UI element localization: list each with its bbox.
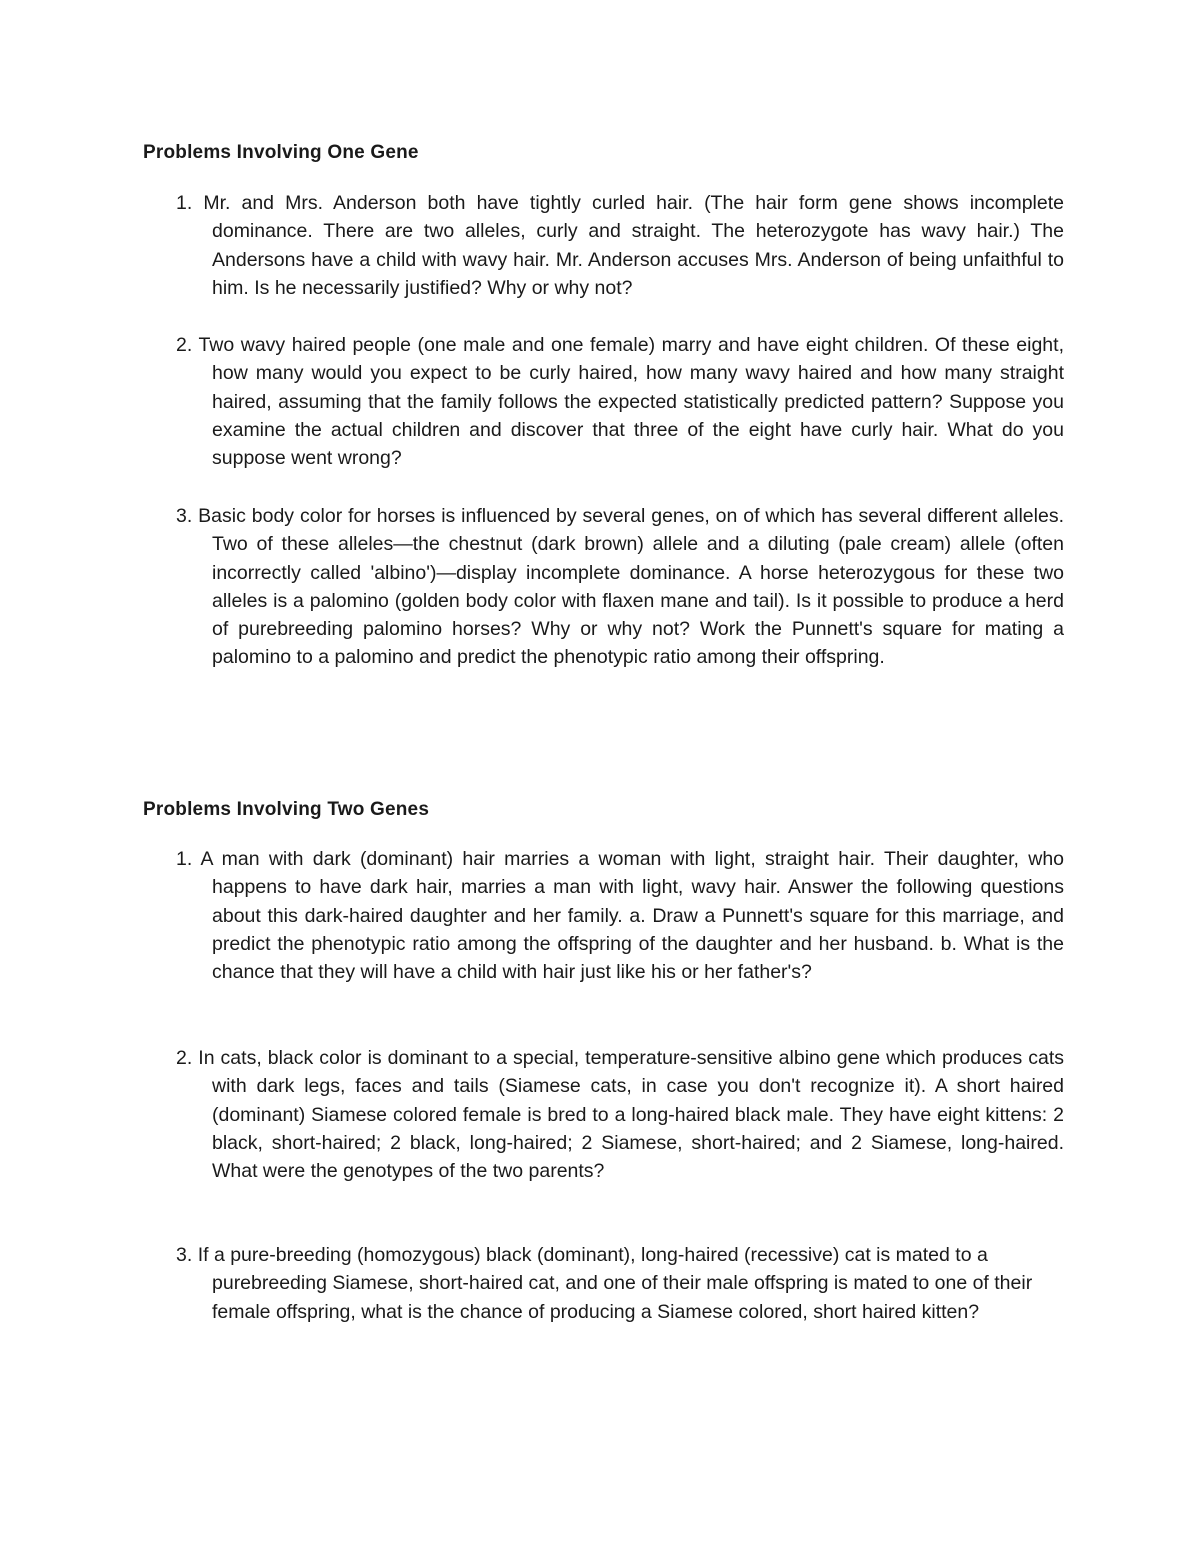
- problem-one-gene-1: [176, 189, 1064, 302]
- problem-number: 3.: [176, 505, 193, 527]
- section-title-two-genes: Problems Involving Two Genes: [143, 799, 430, 820]
- problem-number: 1.: [176, 848, 193, 870]
- problem-number: 3.: [176, 1244, 193, 1266]
- problem-two-genes-3: [176, 1241, 1064, 1326]
- problem-number: 2.: [176, 334, 193, 356]
- problem-text: Mr. and Mrs. Anderson both have tightly curled hair. (The hair form gene shows incomplete dominance. There are two alleles, curly and straight. The heterozygote has wavy hair.) The Andersons have a child with wavy hair. Mr. Anderson accuses Mrs. Anderson of being unfaithful to him. Is he necessarily justified? Why or why not?: [203, 192, 1064, 299]
- problem-number: 1.: [176, 192, 193, 214]
- problem-two-genes-2: [176, 1044, 1064, 1185]
- problem-two-genes-1: [176, 845, 1064, 986]
- section-title-one-gene: Problems Involving One Gene: [143, 142, 419, 163]
- problem-text: If a pure-breeding (homozygous) black (dominant), long-haired (recessive) cat is mated to a purebreeding Siamese, short-haired cat, and one of their male offspring is mated to one of their female offspring, what is the chance of producing a Siamese colored, short haired kitten?: [197, 1244, 1033, 1323]
- problem-text: Two wavy haired people (one male and one female) marry and have eight children. Of these eight, how many would you expect to be curly haired, how many wavy haired and how many straight haired, assuming that the family follows the expected statistically predicted pattern? Suppose you examine the actual children and discover that three of the eight have curly hair. What do you suppose went wrong?: [198, 334, 1064, 470]
- problem-one-gene-3: [176, 502, 1064, 672]
- problem-text: Basic body color for horses is influenced by several genes, on of which has several different alleles. Two of these alleles—the chestnut (dark brown) allele and a diluting (pale cream) allele (often incorrectly called 'albino')—display incomplete dominance. A horse heterozygous for these two alleles is a palomino (golden body color with flaxen mane and tail). Is it possible to produce a herd of purebreeding palomino horses? Why or why not? Work the Punnett's square for mating a palomino to a palomino and predict the phenotypic ratio among their offspring.: [198, 505, 1064, 669]
- problem-text: A man with dark (dominant) hair marries a woman with light, straight hair. Their daughter, who happens to have dark hair, marries a man with light, wavy hair. Answer the following questions about this dark-haired daughter and her family. a. Draw a Punnett's square for this marriage, and predict the phenotypic ratio among the offspring of the daughter and her husband. b. What is the chance that they will have a child with hair just like his or her father's?: [200, 848, 1065, 984]
- problem-text: In cats, black color is dominant to a special, temperature-sensitive albino gene which produces cats with dark legs, faces and tails (Siamese cats, in case you don't recognize it). A short haired (dominant) Siamese colored female is bred to a long-haired black male. They have eight kittens: 2 black, short-haired; 2 black, long-haired; 2 Siamese, short-haired; and 2 Siamese, long-haired. What were the genotypes of the two parents?: [198, 1047, 1064, 1183]
- problem-number: 2.: [176, 1047, 193, 1069]
- problem-one-gene-2: [176, 331, 1064, 472]
